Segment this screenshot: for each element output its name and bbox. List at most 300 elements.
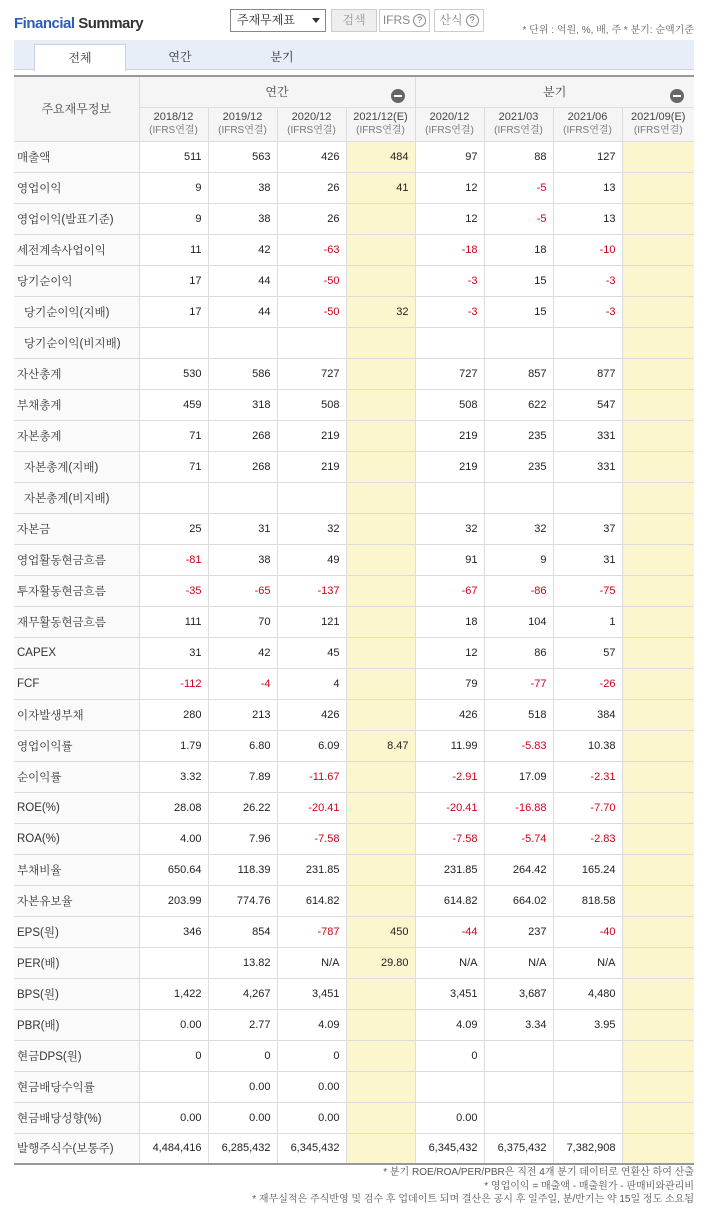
table-cell: 318 bbox=[208, 389, 277, 420]
table-cell bbox=[346, 637, 415, 668]
row-label: PER(배) bbox=[14, 947, 139, 978]
column-header bbox=[208, 107, 277, 141]
title-part-financial: Financial bbox=[14, 15, 75, 32]
table-cell: 10.38 bbox=[553, 730, 622, 761]
table-cell: 11 bbox=[139, 234, 208, 265]
quarter-group-header bbox=[415, 76, 694, 107]
table-cell bbox=[553, 327, 622, 358]
table-cell bbox=[484, 482, 553, 513]
table-cell: 268 bbox=[208, 420, 277, 451]
table-cell bbox=[622, 668, 694, 699]
table-cell: 0 bbox=[277, 1040, 346, 1071]
table-cell: 9 bbox=[139, 172, 208, 203]
table-cell bbox=[139, 947, 208, 978]
search-button[interactable]: 검색 bbox=[331, 9, 377, 32]
row-label: 당기순이익 bbox=[14, 265, 139, 296]
table-cell: 203.99 bbox=[139, 885, 208, 916]
table-cell bbox=[346, 575, 415, 606]
table-cell: -787 bbox=[277, 916, 346, 947]
quarter-group-label: 분기 bbox=[543, 85, 567, 100]
table-cell: 6,285,432 bbox=[208, 1133, 277, 1164]
column-period: 2021/06 bbox=[567, 111, 608, 123]
table-cell bbox=[553, 1102, 622, 1133]
table-cell: 32 bbox=[277, 513, 346, 544]
column-period: 2021/03 bbox=[498, 111, 539, 123]
tab-all[interactable]: 전체 bbox=[34, 44, 126, 71]
table-cell: 11.99 bbox=[415, 730, 484, 761]
table-cell: -5 bbox=[484, 172, 553, 203]
table-cell: -40 bbox=[553, 916, 622, 947]
table-cell: 614.82 bbox=[277, 885, 346, 916]
table-row bbox=[14, 978, 694, 1009]
table-cell: 9 bbox=[139, 203, 208, 234]
table-cell: 6,345,432 bbox=[415, 1133, 484, 1164]
help-icon: ? bbox=[413, 14, 426, 27]
table-cell: N/A bbox=[484, 947, 553, 978]
table-cell bbox=[622, 234, 694, 265]
table-cell bbox=[346, 234, 415, 265]
table-cell: -20.41 bbox=[415, 792, 484, 823]
table-cell: 459 bbox=[139, 389, 208, 420]
column-basis: (IFRS연결) bbox=[356, 125, 405, 136]
table-cell: 121 bbox=[277, 606, 346, 637]
table-cell bbox=[622, 451, 694, 482]
table-cell: 13.82 bbox=[208, 947, 277, 978]
table-cell: 29.80 bbox=[346, 947, 415, 978]
table-cell: 0 bbox=[139, 1040, 208, 1071]
table-row bbox=[14, 482, 694, 513]
table-cell: 45 bbox=[277, 637, 346, 668]
table-cell bbox=[622, 885, 694, 916]
row-label: 자본금 bbox=[14, 513, 139, 544]
table-cell: 44 bbox=[208, 265, 277, 296]
column-period: 2018/12 bbox=[153, 111, 194, 123]
table-row bbox=[14, 699, 694, 730]
table-row bbox=[14, 606, 694, 637]
table-cell bbox=[484, 1071, 553, 1102]
table-cell: 426 bbox=[277, 141, 346, 172]
table-cell: 118.39 bbox=[208, 854, 277, 885]
table-row bbox=[14, 544, 694, 575]
financial-summary-table bbox=[14, 75, 694, 1165]
column-period: 2020/12 bbox=[429, 111, 470, 123]
column-basis: (IFRS연결) bbox=[425, 125, 474, 136]
column-header bbox=[346, 107, 415, 141]
collapse-minus-icon[interactable] bbox=[391, 89, 405, 103]
table-cell bbox=[415, 327, 484, 358]
table-cell bbox=[622, 575, 694, 606]
table-cell: -2.91 bbox=[415, 761, 484, 792]
table-cell: 31 bbox=[553, 544, 622, 575]
table-cell: 44 bbox=[208, 296, 277, 327]
table-cell bbox=[622, 513, 694, 544]
table-cell: 32 bbox=[346, 296, 415, 327]
row-label: 당기순이익(지배) bbox=[14, 296, 139, 327]
table-row bbox=[14, 172, 694, 203]
table-cell bbox=[622, 1040, 694, 1071]
table-cell: 1 bbox=[553, 606, 622, 637]
table-cell: 231.85 bbox=[415, 854, 484, 885]
table-cell bbox=[346, 854, 415, 885]
table-cell: 49 bbox=[277, 544, 346, 575]
table-cell: -44 bbox=[415, 916, 484, 947]
table-cell: 37 bbox=[553, 513, 622, 544]
table-cell bbox=[622, 544, 694, 575]
table-cell: 3.95 bbox=[553, 1009, 622, 1040]
table-cell bbox=[622, 1133, 694, 1164]
table-cell: 622 bbox=[484, 389, 553, 420]
table-cell: 57 bbox=[553, 637, 622, 668]
table-cell bbox=[346, 1040, 415, 1071]
table-row bbox=[14, 296, 694, 327]
row-label: 자본총계(비지배) bbox=[14, 482, 139, 513]
table-cell: 6,345,432 bbox=[277, 1133, 346, 1164]
column-period: 2021/12(E) bbox=[353, 111, 408, 123]
table-cell: 650.64 bbox=[139, 854, 208, 885]
row-label: ROE(%) bbox=[14, 792, 139, 823]
table-cell: 26 bbox=[277, 172, 346, 203]
collapse-minus-icon[interactable] bbox=[670, 89, 684, 103]
table-cell bbox=[622, 699, 694, 730]
table-cell: 0.00 bbox=[277, 1102, 346, 1133]
table-cell: 17 bbox=[139, 296, 208, 327]
row-label: 현금배당성향(%) bbox=[14, 1102, 139, 1133]
table-cell bbox=[208, 482, 277, 513]
table-cell bbox=[622, 1009, 694, 1040]
table-cell: 235 bbox=[484, 420, 553, 451]
column-basis: (IFRS연결) bbox=[218, 125, 267, 136]
table-cell bbox=[346, 1071, 415, 1102]
table-cell: -5 bbox=[484, 203, 553, 234]
table-cell: 26.22 bbox=[208, 792, 277, 823]
table-cell: 854 bbox=[208, 916, 277, 947]
table-cell bbox=[346, 761, 415, 792]
table-cell bbox=[346, 203, 415, 234]
row-label: 재무활동현금흐름 bbox=[14, 606, 139, 637]
table-cell: 4 bbox=[277, 668, 346, 699]
table-cell: 7.96 bbox=[208, 823, 277, 854]
table-cell: -75 bbox=[553, 575, 622, 606]
table-cell: 32 bbox=[415, 513, 484, 544]
table-row bbox=[14, 1009, 694, 1040]
table-cell: 280 bbox=[139, 699, 208, 730]
table-cell: 1.79 bbox=[139, 730, 208, 761]
table-cell: 818.58 bbox=[553, 885, 622, 916]
table-cell: 0.00 bbox=[415, 1102, 484, 1133]
table-cell: 518 bbox=[484, 699, 553, 730]
table-cell: 484 bbox=[346, 141, 415, 172]
table-cell: 346 bbox=[139, 916, 208, 947]
table-cell bbox=[622, 854, 694, 885]
footnote-update-timing: * 재무실적은 주식반영 및 검수 후 업데이트 되며 결산은 공시 후 일주일, 분/반기는 약 15일 정도 소요됨 bbox=[252, 1194, 694, 1205]
table-cell bbox=[346, 482, 415, 513]
table-cell bbox=[277, 327, 346, 358]
table-cell: 563 bbox=[208, 141, 277, 172]
table-row bbox=[14, 420, 694, 451]
table-cell: 3.34 bbox=[484, 1009, 553, 1040]
table-cell bbox=[346, 668, 415, 699]
table-cell: -50 bbox=[277, 296, 346, 327]
row-label: 영업활동현금흐름 bbox=[14, 544, 139, 575]
table-cell bbox=[622, 265, 694, 296]
row-label: 자본유보율 bbox=[14, 885, 139, 916]
table-cell bbox=[622, 141, 694, 172]
table-cell bbox=[346, 792, 415, 823]
tab-quarterly[interactable]: 분기 bbox=[270, 50, 294, 64]
table-cell: 3,451 bbox=[277, 978, 346, 1009]
table-cell: 450 bbox=[346, 916, 415, 947]
table-cell: 219 bbox=[415, 420, 484, 451]
table-cell: -67 bbox=[415, 575, 484, 606]
table-cell bbox=[346, 978, 415, 1009]
table-cell bbox=[484, 1040, 553, 1071]
table-row bbox=[14, 947, 694, 978]
table-cell: 7.89 bbox=[208, 761, 277, 792]
row-label: 세전계속사업이익 bbox=[14, 234, 139, 265]
table-cell bbox=[622, 327, 694, 358]
row-label: EPS(원) bbox=[14, 916, 139, 947]
table-cell: -5.83 bbox=[484, 730, 553, 761]
table-cell bbox=[139, 482, 208, 513]
row-label: 자본총계 bbox=[14, 420, 139, 451]
column-header bbox=[415, 107, 484, 141]
row-label: 순이익률 bbox=[14, 761, 139, 792]
table-cell: 219 bbox=[277, 451, 346, 482]
column-basis: (IFRS연결) bbox=[563, 125, 612, 136]
table-cell: 127 bbox=[553, 141, 622, 172]
table-cell: 104 bbox=[484, 606, 553, 637]
table-cell: 331 bbox=[553, 451, 622, 482]
table-cell: 15 bbox=[484, 296, 553, 327]
table-cell bbox=[622, 203, 694, 234]
row-label: ROA(%) bbox=[14, 823, 139, 854]
table-cell bbox=[346, 885, 415, 916]
table-cell: -7.70 bbox=[553, 792, 622, 823]
table-cell: 7,382,908 bbox=[553, 1133, 622, 1164]
table-cell bbox=[622, 792, 694, 823]
table-cell bbox=[622, 420, 694, 451]
table-cell: 331 bbox=[553, 420, 622, 451]
chevron-down-icon bbox=[312, 18, 320, 23]
table-cell: 727 bbox=[277, 358, 346, 389]
table-cell bbox=[208, 327, 277, 358]
column-period: 2019/12 bbox=[222, 111, 263, 123]
table-cell: -26 bbox=[553, 668, 622, 699]
table-cell bbox=[622, 296, 694, 327]
table-cell: 111 bbox=[139, 606, 208, 637]
table-cell: -7.58 bbox=[277, 823, 346, 854]
table-row bbox=[14, 792, 694, 823]
row-label: 부채비율 bbox=[14, 854, 139, 885]
ifrs-label: IFRS bbox=[382, 13, 411, 27]
table-cell: 264.42 bbox=[484, 854, 553, 885]
table-row bbox=[14, 730, 694, 761]
table-row bbox=[14, 885, 694, 916]
table-cell: 4,480 bbox=[553, 978, 622, 1009]
table-cell: 6.09 bbox=[277, 730, 346, 761]
column-header bbox=[277, 107, 346, 141]
table-cell bbox=[622, 172, 694, 203]
table-row bbox=[14, 1071, 694, 1102]
table-cell bbox=[346, 544, 415, 575]
table-cell: 213 bbox=[208, 699, 277, 730]
table-cell bbox=[139, 1071, 208, 1102]
table-cell: 530 bbox=[139, 358, 208, 389]
table-cell bbox=[346, 606, 415, 637]
row-label: BPS(원) bbox=[14, 978, 139, 1009]
table-row bbox=[14, 389, 694, 420]
row-label-header: 주요재무정보 bbox=[14, 76, 139, 141]
table-row bbox=[14, 668, 694, 699]
table-cell: 4.00 bbox=[139, 823, 208, 854]
table-cell bbox=[622, 947, 694, 978]
table-cell bbox=[346, 823, 415, 854]
table-cell: N/A bbox=[277, 947, 346, 978]
table-cell bbox=[346, 1133, 415, 1164]
table-cell: 857 bbox=[484, 358, 553, 389]
table-cell: 6,375,432 bbox=[484, 1133, 553, 1164]
row-label: 영업이익률 bbox=[14, 730, 139, 761]
footnote-annualized: * 분기 ROE/ROA/PER/PBR은 직전 4개 분기 데이터로 연환산 하여 산출 bbox=[383, 1167, 694, 1178]
table-cell: 18 bbox=[415, 606, 484, 637]
table-row bbox=[14, 761, 694, 792]
table-row bbox=[14, 451, 694, 482]
table-cell bbox=[553, 1071, 622, 1102]
table-cell: 91 bbox=[415, 544, 484, 575]
table-cell: -7.58 bbox=[415, 823, 484, 854]
table-cell: -86 bbox=[484, 575, 553, 606]
table-cell: -63 bbox=[277, 234, 346, 265]
table-cell: 4,484,416 bbox=[139, 1133, 208, 1164]
table-cell: 17.09 bbox=[484, 761, 553, 792]
table-cell: 237 bbox=[484, 916, 553, 947]
table-cell: 9 bbox=[484, 544, 553, 575]
column-header bbox=[484, 107, 553, 141]
table-row bbox=[14, 916, 694, 947]
table-cell: 32 bbox=[484, 513, 553, 544]
row-label: 자산총계 bbox=[14, 358, 139, 389]
column-basis: (IFRS연결) bbox=[494, 125, 543, 136]
formula-label: 산식 bbox=[439, 13, 463, 27]
table-cell bbox=[415, 1071, 484, 1102]
table-cell bbox=[346, 389, 415, 420]
table-cell: 26 bbox=[277, 203, 346, 234]
table-cell: 165.24 bbox=[553, 854, 622, 885]
table-cell: 3.32 bbox=[139, 761, 208, 792]
table-cell: -18 bbox=[415, 234, 484, 265]
table-cell: 3,451 bbox=[415, 978, 484, 1009]
table-cell: -3 bbox=[553, 296, 622, 327]
column-header bbox=[622, 107, 694, 141]
row-label: 매출액 bbox=[14, 141, 139, 172]
table-row bbox=[14, 1133, 694, 1164]
table-cell bbox=[622, 482, 694, 513]
table-cell: -10 bbox=[553, 234, 622, 265]
table-cell: 31 bbox=[139, 637, 208, 668]
table-cell: 38 bbox=[208, 172, 277, 203]
table-cell bbox=[346, 451, 415, 482]
table-cell: 12 bbox=[415, 172, 484, 203]
column-basis: (IFRS연결) bbox=[287, 125, 336, 136]
table-cell: 4.09 bbox=[277, 1009, 346, 1040]
table-cell bbox=[346, 265, 415, 296]
row-label: 발행주식수(보통주) bbox=[14, 1133, 139, 1164]
column-header bbox=[139, 107, 208, 141]
table-cell: 31 bbox=[208, 513, 277, 544]
table-cell: 0 bbox=[208, 1040, 277, 1071]
statement-type-select[interactable] bbox=[230, 9, 326, 32]
table-cell bbox=[346, 327, 415, 358]
formula-help-button[interactable] bbox=[434, 9, 484, 32]
table-cell: -5.74 bbox=[484, 823, 553, 854]
table-cell: 42 bbox=[208, 234, 277, 265]
table-cell: -3 bbox=[415, 265, 484, 296]
table-cell bbox=[484, 1102, 553, 1133]
table-cell bbox=[622, 978, 694, 1009]
tab-annual[interactable]: 연간 bbox=[168, 50, 192, 64]
table-cell: 235 bbox=[484, 451, 553, 482]
table-cell: 231.85 bbox=[277, 854, 346, 885]
table-cell: 71 bbox=[139, 420, 208, 451]
table-cell: 219 bbox=[277, 420, 346, 451]
table-row bbox=[14, 358, 694, 389]
table-cell: 219 bbox=[415, 451, 484, 482]
table-cell: 1,422 bbox=[139, 978, 208, 1009]
table-cell: 70 bbox=[208, 606, 277, 637]
table-cell: 614.82 bbox=[415, 885, 484, 916]
table-cell: -81 bbox=[139, 544, 208, 575]
table-cell: -3 bbox=[553, 265, 622, 296]
table-cell: 25 bbox=[139, 513, 208, 544]
table-cell: -16.88 bbox=[484, 792, 553, 823]
table-cell: 88 bbox=[484, 141, 553, 172]
table-cell bbox=[622, 761, 694, 792]
table-cell: 664.02 bbox=[484, 885, 553, 916]
table-cell: 17 bbox=[139, 265, 208, 296]
table-cell: -112 bbox=[139, 668, 208, 699]
table-row bbox=[14, 1102, 694, 1133]
table-cell: 268 bbox=[208, 451, 277, 482]
row-label: 현금DPS(원) bbox=[14, 1040, 139, 1071]
help-icon: ? bbox=[466, 14, 479, 27]
table-cell: N/A bbox=[415, 947, 484, 978]
table-cell bbox=[553, 1040, 622, 1071]
table-row bbox=[14, 1040, 694, 1071]
row-label: PBR(배) bbox=[14, 1009, 139, 1040]
table-cell: 13 bbox=[553, 172, 622, 203]
table-cell: 12 bbox=[415, 203, 484, 234]
table-cell: -50 bbox=[277, 265, 346, 296]
table-cell: 28.08 bbox=[139, 792, 208, 823]
table-cell: 86 bbox=[484, 637, 553, 668]
row-label: FCF bbox=[14, 668, 139, 699]
table-cell: 426 bbox=[415, 699, 484, 730]
table-cell: 0.00 bbox=[277, 1071, 346, 1102]
table-cell bbox=[346, 1102, 415, 1133]
table-cell: 3,687 bbox=[484, 978, 553, 1009]
table-cell: 508 bbox=[277, 389, 346, 420]
table-cell: 42 bbox=[208, 637, 277, 668]
table-cell: 4.09 bbox=[415, 1009, 484, 1040]
table-cell: 4,267 bbox=[208, 978, 277, 1009]
unit-note: * 단위 : 억원, %, 배, 주 * 분기: 순액기준 bbox=[522, 25, 694, 36]
table-cell bbox=[622, 606, 694, 637]
table-cell bbox=[277, 482, 346, 513]
ifrs-help-button[interactable] bbox=[379, 9, 430, 32]
table-cell: 2.77 bbox=[208, 1009, 277, 1040]
table-cell bbox=[346, 513, 415, 544]
table-row bbox=[14, 141, 694, 172]
